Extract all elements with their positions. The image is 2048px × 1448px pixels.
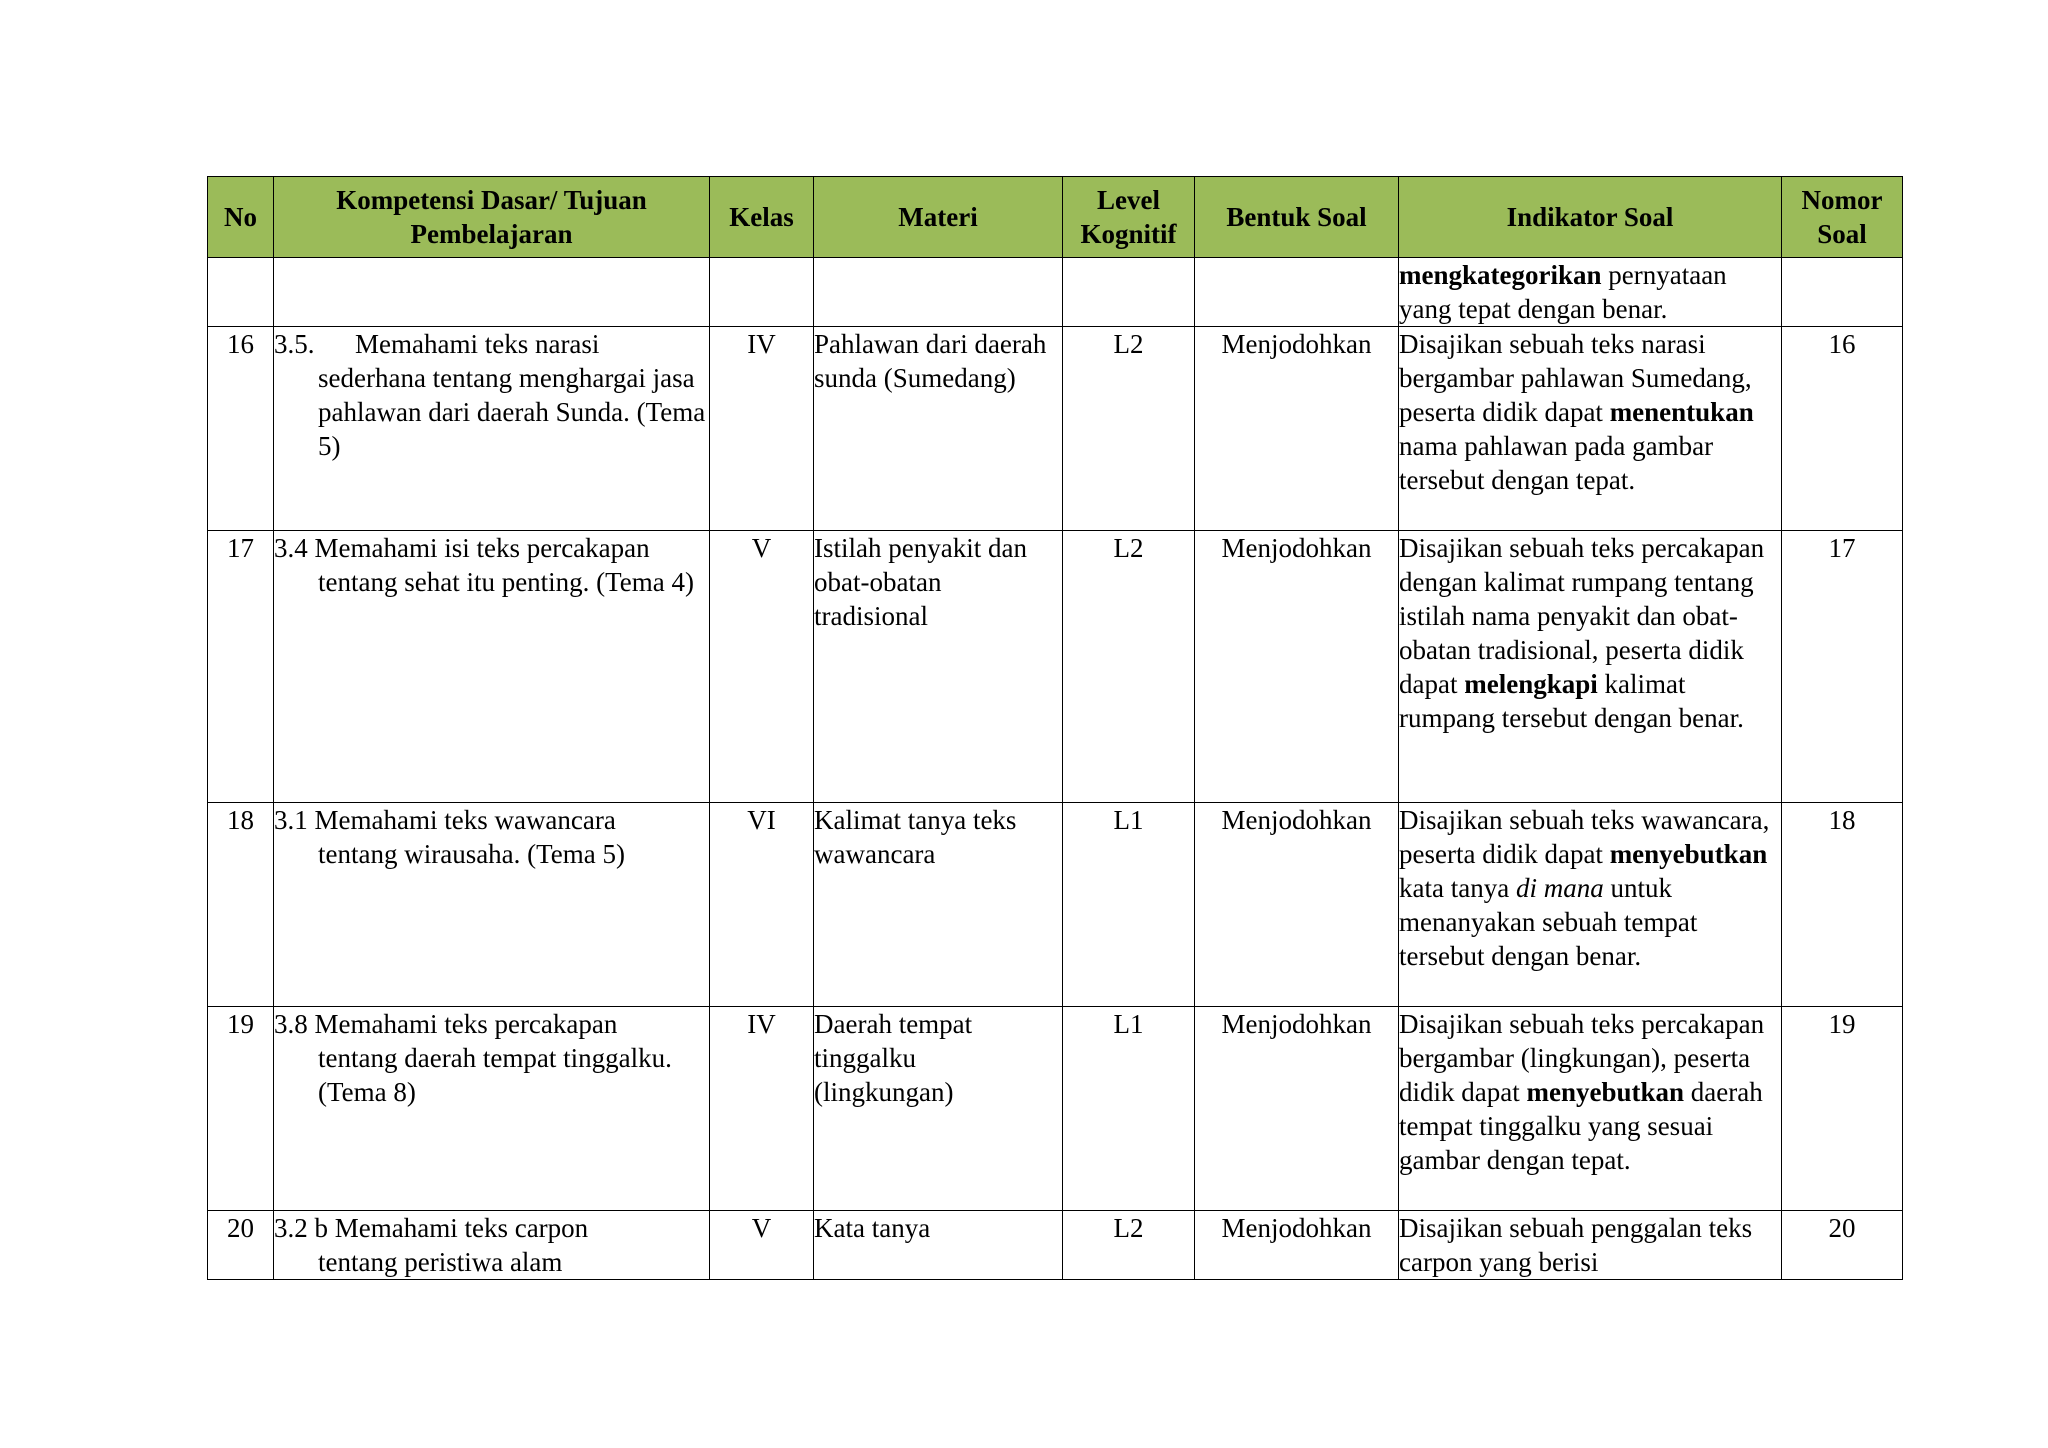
- indikator-text: Disajikan sebuah teks narasi bergambar pahlawan Sumedang, peserta didik dapat: [1399, 329, 1752, 427]
- cell-kelas: [710, 258, 814, 327]
- kd-title: Memahami teks percakapan: [314, 1009, 618, 1039]
- header-no: No: [208, 177, 274, 258]
- kd-code: 3.2 b: [274, 1213, 328, 1243]
- kd-description: sederhana tentang menghargai jasa pahlawan dari daerah Sunda. (Tema 5): [318, 363, 706, 461]
- cell-no: [208, 258, 274, 327]
- indikator-text: Disajikan sebuah teks wawancara, peserta didik dapat: [1399, 805, 1770, 869]
- cell-kompetensi-dasar: [274, 258, 710, 327]
- table-row-continuation: [208, 258, 1903, 327]
- cell-indikator: [1399, 803, 1782, 1007]
- kd-title: Memahami isi teks percakapan: [314, 533, 650, 563]
- indikator-text: kata tanya: [1399, 873, 1516, 903]
- cell-kompetensi-dasar: [274, 1007, 710, 1211]
- cell-bentuk: Menjodohkan: [1195, 803, 1399, 1007]
- cell-materi: Kata tanya: [814, 1211, 1063, 1280]
- indikator-text: daerah tempat tinggalku yang sesuai gambar dengan tepat.: [1399, 1077, 1763, 1175]
- kd-description: tentang daerah tempat tinggalku. (Tema 8): [318, 1043, 672, 1107]
- cell-level: L2: [1063, 327, 1195, 531]
- table-row: [208, 531, 1903, 803]
- kd-title: Memahami teks wawancara: [314, 805, 616, 835]
- kd-code: 3.5.: [274, 329, 315, 359]
- kd-code: 3.1: [274, 805, 308, 835]
- cell-no: 18: [208, 803, 274, 1007]
- indikator-text: Disajikan sebuah penggalan teks carpon yang berisi: [1399, 1213, 1753, 1277]
- kisi-kisi-table: [207, 176, 1903, 1280]
- indikator-text: untuk menanyakan sebuah tempat tersebut dengan benar.: [1399, 873, 1698, 971]
- header-materi: Materi: [814, 177, 1063, 258]
- cell-kelas: IV: [710, 1007, 814, 1211]
- header-kelas: Kelas: [710, 177, 814, 258]
- cell-indikator: [1399, 258, 1782, 327]
- kd-first-line: [274, 531, 709, 565]
- cell-kompetensi-dasar: [274, 327, 710, 531]
- cell-indikator: [1399, 1007, 1782, 1211]
- kd-first-line: [274, 803, 709, 837]
- cell-nomor: [1782, 258, 1903, 327]
- indikator-keyword: menyebutkan: [1526, 1077, 1685, 1107]
- header-kompetensi-dasar: Kompetensi Dasar/ Tujuan Pembelajaran: [274, 177, 710, 258]
- cell-nomor: 17: [1782, 531, 1903, 803]
- kd-description: tentang wirausaha. (Tema 5): [318, 839, 625, 869]
- header-nomor-soal: Nomor Soal: [1782, 177, 1903, 258]
- indikator-text: nama pahlawan pada gambar tersebut dengan tepat.: [1399, 431, 1714, 495]
- table-row: [208, 803, 1903, 1007]
- kd-code: 3.4: [274, 533, 308, 563]
- cell-materi: [814, 258, 1063, 327]
- cell-level: L1: [1063, 1007, 1195, 1211]
- cell-indikator: [1399, 531, 1782, 803]
- indikator-text: pernyataan yang tepat dengan benar.: [1399, 260, 1727, 324]
- cell-kompetensi-dasar: [274, 1211, 710, 1280]
- cell-nomor: 19: [1782, 1007, 1903, 1211]
- table-row: [208, 1211, 1903, 1280]
- cell-materi: Kalimat tanya teks wawancara: [814, 803, 1063, 1007]
- kd-title: Memahami teks carpon: [334, 1213, 589, 1243]
- cell-kompetensi-dasar: [274, 531, 710, 803]
- indikator-keyword: menyebutkan: [1609, 839, 1768, 869]
- cell-kelas: IV: [710, 327, 814, 531]
- cell-no: 20: [208, 1211, 274, 1280]
- header-indikator-soal: Indikator Soal: [1399, 177, 1782, 258]
- cell-indikator: [1399, 1211, 1782, 1280]
- header-bentuk-soal: Bentuk Soal: [1195, 177, 1399, 258]
- cell-bentuk: Menjodohkan: [1195, 1211, 1399, 1280]
- cell-bentuk: Menjodohkan: [1195, 1007, 1399, 1211]
- indikator-keyword: mengkategorikan: [1399, 260, 1602, 290]
- table-row: [208, 1007, 1903, 1211]
- cell-kelas: V: [710, 1211, 814, 1280]
- cell-materi: Istilah penyakit dan obat-obatan tradisional: [814, 531, 1063, 803]
- cell-no: 19: [208, 1007, 274, 1211]
- indikator-text: Disajikan sebuah teks percakapan bergambar (lingkungan), peserta didik dapat: [1399, 1009, 1765, 1107]
- cell-level: L2: [1063, 531, 1195, 803]
- kd-code: 3.8: [274, 1009, 308, 1039]
- cell-kompetensi-dasar: [274, 803, 710, 1007]
- table-header-row: [208, 177, 1903, 258]
- cell-no: 17: [208, 531, 274, 803]
- kd-title: Memahami teks narasi: [355, 329, 600, 359]
- cell-level: L1: [1063, 803, 1195, 1007]
- indikator-text: Disajikan sebuah teks percakapan dengan kalimat rumpang tentang istilah nama penyakit dan obat-obatan tradisional, peserta didik dapat: [1399, 533, 1765, 699]
- kd-first-line: [274, 327, 709, 361]
- cell-indikator: [1399, 327, 1782, 531]
- cell-materi: Daerah tempat tinggalku (lingkungan): [814, 1007, 1063, 1211]
- cell-level: L2: [1063, 1211, 1195, 1280]
- cell-materi: Pahlawan dari daerah sunda (Sumedang): [814, 327, 1063, 531]
- cell-nomor: 18: [1782, 803, 1903, 1007]
- cell-level: [1063, 258, 1195, 327]
- kd-description: tentang peristiwa alam: [318, 1247, 563, 1277]
- indikator-keyword: menentukan: [1609, 397, 1754, 427]
- indikator-italic: di mana: [1515, 873, 1604, 903]
- cell-kelas: VI: [710, 803, 814, 1007]
- table-row: [208, 327, 1903, 531]
- cell-nomor: 20: [1782, 1211, 1903, 1280]
- indikator-keyword: melengkapi: [1464, 669, 1598, 699]
- kd-first-line: [274, 1007, 709, 1041]
- cell-bentuk: Menjodohkan: [1195, 327, 1399, 531]
- kd-description: tentang sehat itu penting. (Tema 4): [318, 567, 694, 597]
- cell-no: 16: [208, 327, 274, 531]
- cell-bentuk: Menjodohkan: [1195, 531, 1399, 803]
- indikator-text: kalimat rumpang tersebut dengan benar.: [1399, 669, 1744, 733]
- cell-nomor: 16: [1782, 327, 1903, 531]
- kd-first-line: [274, 1211, 709, 1245]
- cell-kelas: V: [710, 531, 814, 803]
- header-level-kognitif: Level Kognitif: [1063, 177, 1195, 258]
- cell-bentuk: [1195, 258, 1399, 327]
